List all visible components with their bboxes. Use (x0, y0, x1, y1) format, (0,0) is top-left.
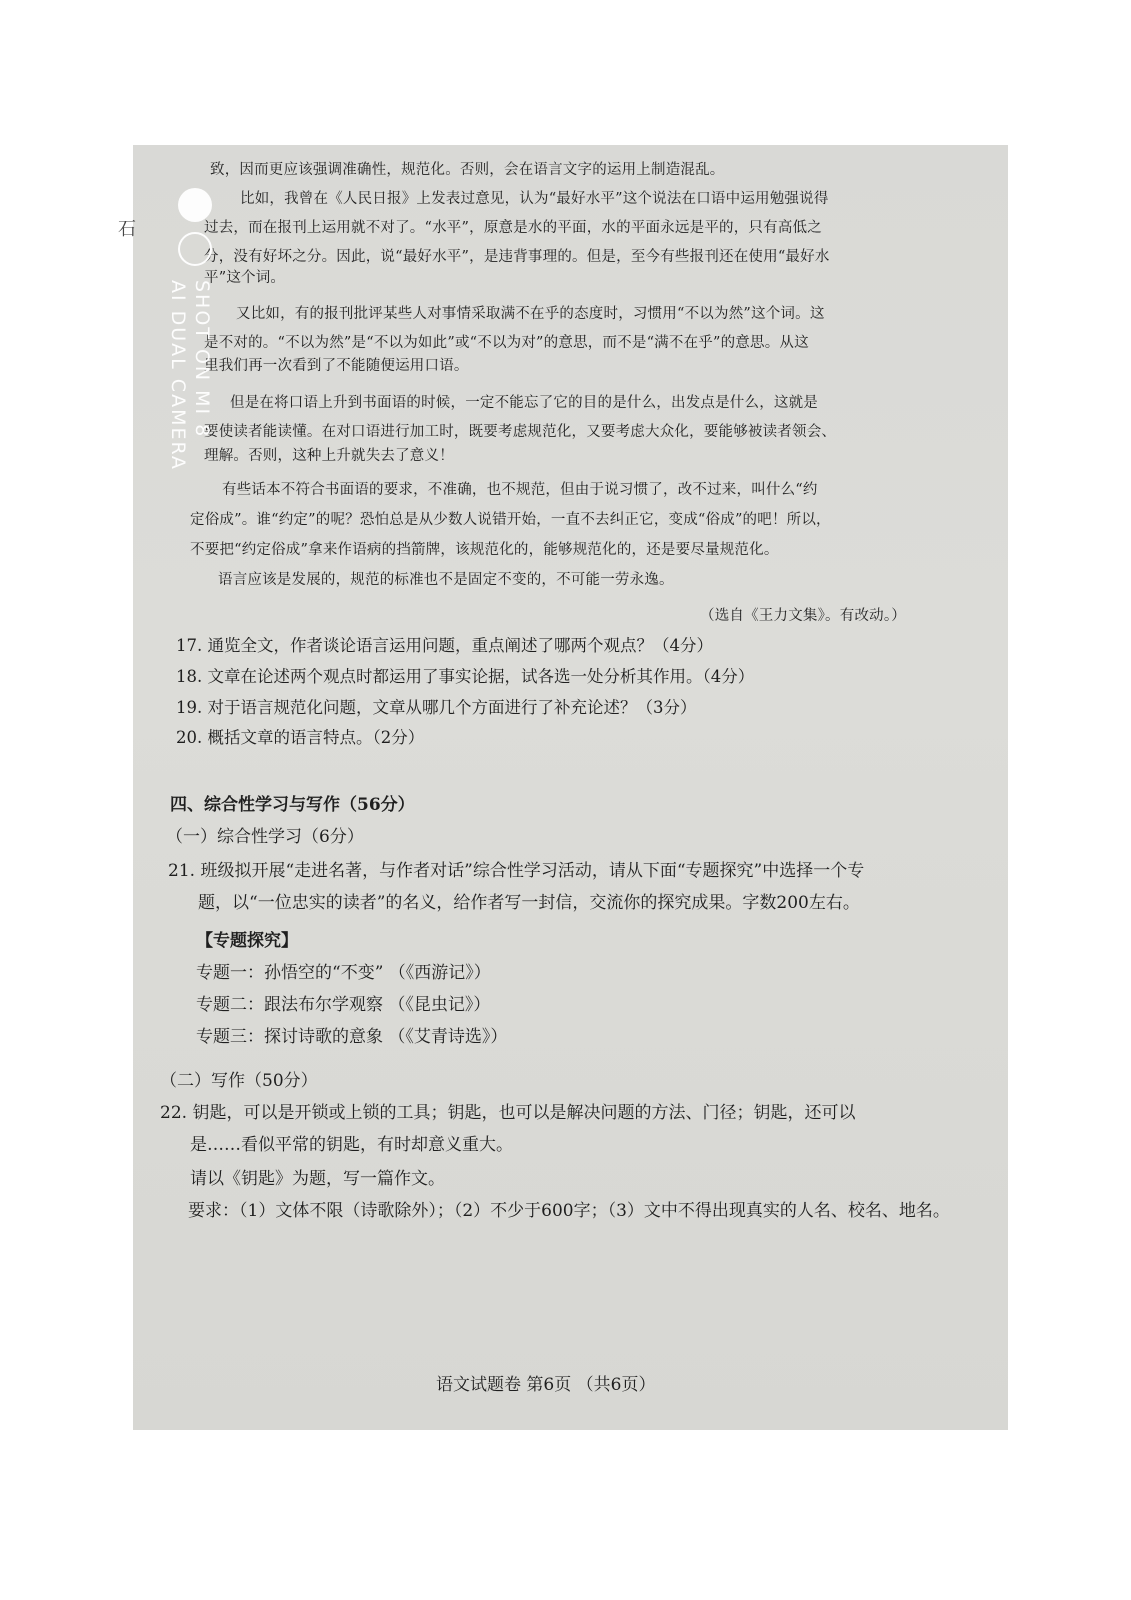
passage-line: 是不对的。“不以为然”是“不以为如此”或“不以为对”的意思，而不是“满不在乎”的意思。从这 (204, 335, 809, 351)
question-22-requirements: 要求：（1）文体不限（诗歌除外）；（2）不少于600字；（3）文中不得出现真实的人名、校名、地名。 (188, 1201, 950, 1221)
question-20: 20. 概括文章的语言特点。（2分） (176, 728, 425, 747)
passage-line: 理解。否则，这种上升就失去了意义！ (204, 448, 454, 464)
page-footer: 语文试题卷 第6页 （共6页） (436, 1375, 656, 1395)
question-17: 17. 通览全文，作者谈论语言运用问题，重点阐述了哪两个观点？（4分） (176, 636, 713, 655)
passage-line: 定俗成”。谁“约定”的呢？恐怕总是从少数人说错开始，一直不去纠正它，变成“俗成”的吧！所以， (190, 512, 831, 528)
passage-line: 语言应该是发展的，规范的标准也不是固定不变的，不可能一劳永逸。 (218, 572, 674, 588)
passage-line: 要使读者能读懂。在对口语进行加工时，既要考虑规范化，又要考虑大众化，要能够被读者领会、 (204, 424, 837, 440)
passage-line: 不要把“约定俗成”拿来作语病的挡箭牌，该规范化的，能够规范化的，还是要尽量规范化。 (190, 542, 779, 558)
camera-watermark (160, 180, 230, 510)
section-4-title: 四、综合性学习与写作（56分） (170, 795, 415, 815)
margin-mark: 石 (118, 219, 136, 240)
passage-line: 又比如，有的报刊批评某些人对事情采取满不在乎的态度时，习惯用“不以为然”这个词。这 (236, 306, 825, 322)
passage-line: 致，因而更应该强调准确性，规范化。否则，会在语言文字的运用上制造混乱。 (210, 162, 725, 178)
subsection-2-title: （二）写作（50分） (160, 1071, 318, 1091)
question-22-line-2: 是……看似平常的钥匙，有时却意义重大。 (190, 1135, 513, 1155)
topic-3: 专题三：探讨诗歌的意象 （《艾青诗选》） (196, 1027, 508, 1047)
question-21-line-2: 题，以“一位忠实的读者”的名义，给作者写一封信，交流你的探究成果。字数200左右。 (198, 893, 860, 913)
subsection-1-title: （一）综合性学习（6分） (166, 827, 364, 847)
question-18: 18. 文章在论述两个观点时都运用了事实论据，试各选一处分析其作用。（4分） (176, 667, 755, 686)
question-21-line-1: 21. 班级拟开展“走进名著，与作者对话”综合性学习活动，请从下面“专题探究”中选择一个专 (168, 861, 865, 881)
watermark-camera: AI DUAL CAMERA (167, 280, 189, 471)
source-citation: （选自《王力文集》。有改动。） (700, 608, 906, 624)
watermark-dot-icon (178, 188, 212, 222)
question-19: 19. 对于语言规范化问题，文章从哪几个方面进行了补充论述？（3分） (176, 698, 697, 717)
question-22-line-3: 请以《钥匙》为题，写一篇作文。 (190, 1169, 445, 1189)
topics-header: 【专题探究】 (196, 931, 298, 951)
topic-1: 专题一：孙悟空的“不变” （《西游记》） (196, 963, 491, 983)
passage-line: 平”这个词。 (204, 270, 286, 286)
passage-line: 过去，而在报刊上运用就不对了。“水平”，原意是水的平面，水的平面永远是平的，只有高低之 (204, 220, 822, 236)
passage-line: 有些话本不符合书面语的要求，不准确，也不规范，但由于说习惯了，改不过来，叫什么“约 (222, 482, 818, 498)
watermark-ring-icon (178, 232, 212, 266)
watermark-label: SHOT ON MI 8 (191, 280, 213, 439)
passage-line: 里我们再一次看到了不能随便运用口语。 (204, 358, 469, 374)
passage-line: 分，没有好坏之分。因此，说“最好水平”，是违背事理的。但是，至今有些报刊还在使用“最好水 (204, 249, 830, 265)
watermark-text (166, 280, 214, 471)
topic-2: 专题二：跟法布尔学观察 （《昆虫记》） (196, 995, 491, 1015)
passage-line: 但是在将口语上升到书面语的时候，一定不能忘了它的目的是什么，出发点是什么，这就是 (230, 395, 818, 411)
question-22-line-1: 22. 钥匙，可以是开锁或上锁的工具；钥匙，也可以是解决问题的方法、门径；钥匙，还可以 (160, 1103, 856, 1123)
passage-line: 比如，我曾在《人民日报》上发表过意见，认为“最好水平”这个说法在口语中运用勉强说得 (240, 191, 829, 207)
